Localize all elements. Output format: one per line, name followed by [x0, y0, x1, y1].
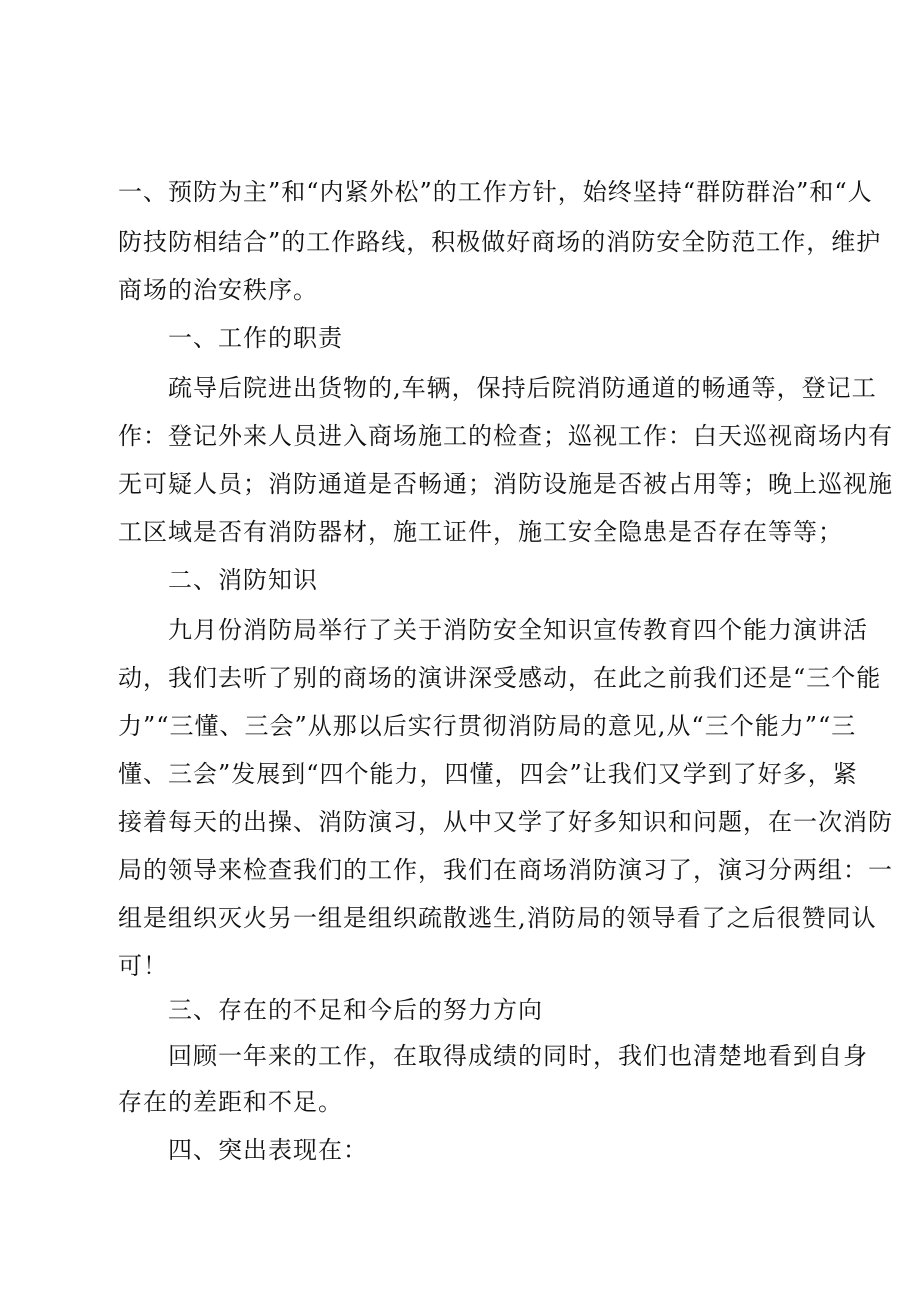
paragraph-duties-line-3: 无可疑人员；消防通道是否畅通；消防设施是否被占用等；晚上巡视施: [118, 470, 893, 498]
paragraph-knowledge-line-6: 局的领导来检查我们的工作，我们在商场消防演习了，演习分两组：一: [118, 856, 893, 884]
paragraph-knowledge-line-5: 接着每天的出操、消防演习，从中又学了好多知识和问题，在一次消防: [118, 808, 893, 836]
paragraph-knowledge-line-7: 组是组织灭火另一组是组织疏散逃生,消防局的领导看了之后很赞同认: [118, 904, 877, 932]
heading-fire-knowledge: 二、消防知识: [168, 566, 318, 594]
paragraph-duties-line-4: 工区域是否有消防器材，施工证件，施工安全隐患是否存在等等；: [118, 518, 843, 546]
heading-shortcomings: 三、存在的不足和今后的努力方向: [168, 996, 543, 1024]
paragraph-intro-line-1: 一、预防为主”和“内紧外松”的工作方针，始终坚持“群防群治”和“人: [118, 178, 873, 206]
heading-job-duties: 一、工作的职责: [168, 324, 343, 352]
paragraph-duties-line-2: 作：登记外来人员进入商场施工的检查；巡视工作：白天巡视商场内有: [118, 422, 893, 450]
paragraph-knowledge-line-8: 可！: [118, 952, 168, 980]
paragraph-knowledge-line-1: 九月份消防局举行了关于消防安全知识宣传教育四个能力演讲活: [168, 616, 868, 644]
paragraph-intro-line-3: 商场的治安秩序。: [118, 276, 318, 304]
paragraph-knowledge-line-4: 懂、三会”发展到“四个能力，四懂，四会”让我们又学到了好多，紧: [118, 760, 858, 788]
paragraph-review-line-1: 回顾一年来的工作，在取得成绩的同时，我们也清楚地看到自身: [168, 1042, 868, 1070]
paragraph-knowledge-line-3: 力”“三懂、三会”从那以后实行贯彻消防局的意见,从“三个能力”“三: [118, 712, 857, 740]
paragraph-duties-line-1: 疏导后院进出货物的,车辆，保持后院消防通道的畅通等，登记工: [168, 374, 877, 402]
paragraph-knowledge-line-2: 动，我们去听了别的商场的演讲深受感动，在此之前我们还是“三个能: [118, 664, 882, 692]
paragraph-intro-line-2: 防技防相结合”的工作路线，积极做好商场的消防安全防范工作，维护: [118, 228, 882, 256]
paragraph-review-line-2: 存在的差距和不足。: [118, 1088, 343, 1116]
heading-prominent-issues: 四、突出表现在：: [168, 1136, 368, 1164]
